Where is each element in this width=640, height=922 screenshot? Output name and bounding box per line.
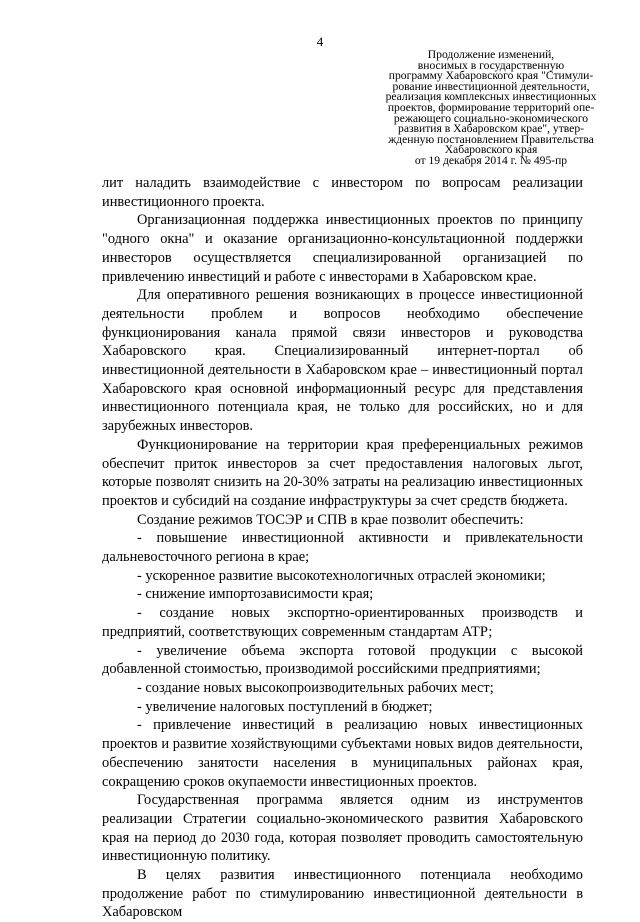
header-note-line: от 19 декабря 2014 г. № 495-пр (414, 153, 568, 167)
paragraph: Организационная поддержка инвестиционных проектов по принципу "одного окна" и оказание организационно-консультационной поддержки инвесторов осуществляется специализированной организацией по привлечению инвестиций и работе с инвесторами в Хабаровском крае. (102, 212, 583, 285)
list-item: - ускоренное развитие высокотехнологичных отраслей экономики; (137, 567, 546, 584)
header-note-line: жденную постановлением Правительства (388, 132, 594, 146)
header-note-line: Продолжение изменений, (427, 48, 555, 61)
header-note-line: режающего социально-экономического (393, 111, 589, 125)
amendment-header-note (360, 50, 622, 167)
paragraph: лит наладить взаимодействие с инвестором по вопросам реализации инвестиционного проекта. (102, 175, 583, 210)
header-note-line: развития в Хабаровском крае", утвер- (398, 122, 584, 136)
list-item: - создание новых высокопроизводительных рабочих мест; (137, 679, 494, 696)
header-note-line: Хабаровского края (444, 143, 538, 157)
list-item: - привлечение инвестиций в реализацию новых инвестиционных проектов и развитие хозяйствующими субъектами новых видов деятельности, обеспечению занятости населения в муниципальных районах края, сокращению сроков окупаемости инвестиционных проектов. (102, 717, 583, 790)
header-note-line: реализация комплексных инвестиционных (385, 90, 597, 104)
list-item: - снижение импортозависимости края; (137, 586, 374, 603)
page-number: 4 (316, 34, 324, 49)
list-item: - увеличение объема экспорта готовой продукции с высокой добавленной стоимостью, производимой российскими предприятиями; (102, 642, 583, 678)
paragraph: Для оперативного решения возникающих в процессе инвестиционной деятельности проблем и вопросов необходимо обеспечение функционирования канала прямой связи инвесторов и руководства Хабаровского края. Специализированный интернет-портал об инвестиционной деятельности в Хабаровском крае – инвестиционный портал Хабаровского края основной информационный ресурс для представления инвестиционного потенциала края, не только для российских, но и для зарубежных инвесторов. (102, 287, 583, 435)
paragraph: Государственная программа является одним из инструментов реализации Стратегии социально-экономического развития Хабаровского края на период до 2030 года, которая позволяет проводить самостоятельную инвестиционную политику. (102, 792, 583, 865)
list-item: - создание новых экспортно-ориентированных производств и предприятий, соответствующих современным стандартам АТР; (102, 605, 583, 640)
header-note-line: рование инвестиционной деятельности, (392, 79, 590, 93)
document-body (102, 174, 583, 922)
header-note-line: проектов, формирование территорий опе- (387, 100, 595, 114)
paragraph: Функционирование на территории края преференциальных режимов обеспечит приток инвесторов за счет предоставления налоговых льгот, которые позволят снизить на 20-30% затраты на реализацию инвестиционных проектов и субсидий на создание инфраструктуры за счет средств бюджета. (102, 436, 583, 509)
header-note-line: вносимых в государственную (417, 58, 565, 72)
header-note-line: программу Хабаровского края "Стимули- (388, 69, 594, 83)
list-item: - увеличение налоговых поступлений в бюджет; (137, 698, 433, 715)
paragraph: Создание режимов ТОСЭР и СПВ в крае позволит обеспечить: (137, 511, 524, 528)
paragraph: В целях развития инвестиционного потенциала необходимо продолжение работ по стимулированию инвестиционной деятельности в Хабаровском (102, 867, 583, 921)
list-item: - повышение инвестиционной активности и привлекательности дальневосточного региона в крае; (102, 530, 583, 566)
